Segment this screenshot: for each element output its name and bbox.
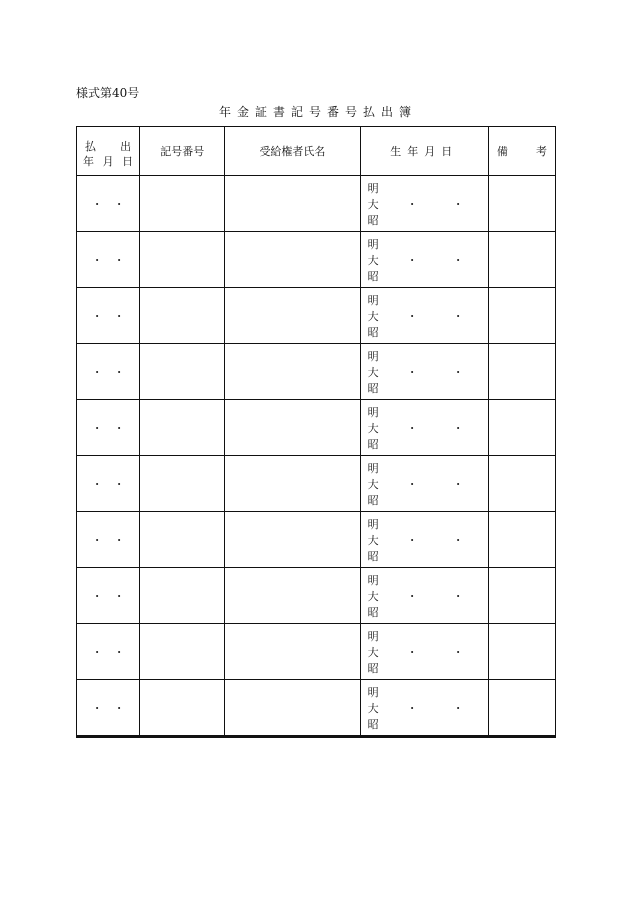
birth-separator-dot: ・ <box>406 254 418 267</box>
header-row <box>77 127 556 176</box>
recipient-name-cell[interactable] <box>225 288 360 344</box>
table-row <box>77 624 556 680</box>
header-code-number: 記号番号 <box>140 127 225 176</box>
era-taisho: 大 <box>367 646 379 659</box>
date-separator-dot: ・ <box>113 253 125 267</box>
table-row <box>77 568 556 624</box>
birth-separator-dot: ・ <box>452 702 464 715</box>
birth-date-cell[interactable] <box>360 232 488 288</box>
birth-date-cell[interactable] <box>360 512 488 568</box>
header-year-label: 年 <box>83 154 94 168</box>
date-separator-dot: ・ <box>91 253 103 267</box>
era-meiji: 明 <box>367 182 379 195</box>
table-row <box>77 176 556 232</box>
table-row <box>77 288 556 344</box>
issue-date-cell[interactable] <box>77 344 140 400</box>
remarks-cell[interactable] <box>488 288 555 344</box>
date-separator-dot: ・ <box>91 309 103 323</box>
date-separator-dot: ・ <box>113 365 125 379</box>
era-showa: 昭 <box>367 438 379 451</box>
era-options <box>368 181 379 229</box>
era-options <box>368 517 379 565</box>
date-separator-dot: ・ <box>91 365 103 379</box>
issue-date-cell[interactable] <box>77 568 140 624</box>
era-showa: 昭 <box>367 662 379 675</box>
code-number-cell[interactable] <box>140 680 225 737</box>
table-row <box>77 680 556 737</box>
header-recipient-name: 受給権者氏名 <box>225 127 360 176</box>
birth-date-cell[interactable] <box>360 568 488 624</box>
remarks-cell[interactable] <box>488 680 555 737</box>
table-row <box>77 232 556 288</box>
date-separator-dot: ・ <box>113 309 125 323</box>
era-showa: 昭 <box>367 326 379 339</box>
code-number-cell[interactable] <box>140 624 225 680</box>
era-options <box>368 237 379 285</box>
era-taisho: 大 <box>367 590 379 603</box>
recipient-name-cell[interactable] <box>225 624 360 680</box>
recipient-name-cell[interactable] <box>225 568 360 624</box>
date-separator-dot: ・ <box>91 589 103 603</box>
era-meiji: 明 <box>367 294 379 307</box>
code-number-cell[interactable] <box>140 232 225 288</box>
issue-date-cell[interactable] <box>77 512 140 568</box>
era-taisho: 大 <box>367 198 379 211</box>
header-remarks <box>488 127 555 176</box>
remarks-cell[interactable] <box>488 344 555 400</box>
era-meiji: 明 <box>367 686 379 699</box>
issue-date-cell[interactable] <box>77 232 140 288</box>
era-showa: 昭 <box>367 382 379 395</box>
era-showa: 昭 <box>367 550 379 563</box>
table-row <box>77 456 556 512</box>
birth-separator-dot: ・ <box>452 534 464 547</box>
era-options <box>368 349 379 397</box>
code-number-cell[interactable] <box>140 288 225 344</box>
recipient-name-cell[interactable] <box>225 176 360 232</box>
era-taisho: 大 <box>367 422 379 435</box>
birth-separator-dot: ・ <box>406 478 418 491</box>
era-showa: 昭 <box>367 214 379 227</box>
birth-date-cell[interactable] <box>360 176 488 232</box>
form-number: 様式第40号 <box>76 86 140 100</box>
issue-date-cell[interactable] <box>77 400 140 456</box>
era-showa: 昭 <box>367 606 379 619</box>
recipient-name-cell[interactable] <box>225 680 360 737</box>
issue-date-cell[interactable] <box>77 288 140 344</box>
table-row <box>77 344 556 400</box>
recipient-name-cell[interactable] <box>225 400 360 456</box>
date-separator-dot: ・ <box>113 701 125 715</box>
ledger-body <box>77 176 556 737</box>
era-taisho: 大 <box>367 254 379 267</box>
code-number-cell[interactable] <box>140 512 225 568</box>
date-separator-dot: ・ <box>91 701 103 715</box>
era-taisho: 大 <box>367 534 379 547</box>
remarks-cell[interactable] <box>488 624 555 680</box>
era-taisho: 大 <box>367 478 379 491</box>
document-title: 年金証書記号番号払出簿 <box>218 105 417 119</box>
remarks-cell[interactable] <box>488 512 555 568</box>
date-separator-dot: ・ <box>91 477 103 491</box>
header-birth-date: 生年月日 <box>360 127 488 176</box>
recipient-name-cell[interactable] <box>225 344 360 400</box>
date-separator-dot: ・ <box>113 421 125 435</box>
birth-date-cell[interactable] <box>360 624 488 680</box>
recipient-name-cell[interactable] <box>225 232 360 288</box>
birth-separator-dot: ・ <box>452 366 464 379</box>
issue-date-cell[interactable] <box>77 456 140 512</box>
era-taisho: 大 <box>367 366 379 379</box>
remarks-cell[interactable] <box>488 232 555 288</box>
era-options <box>368 461 379 509</box>
date-separator-dot: ・ <box>91 533 103 547</box>
header-month-label: 月 <box>102 154 114 168</box>
era-meiji: 明 <box>367 406 379 419</box>
birth-separator-dot: ・ <box>452 590 464 603</box>
remarks-cell[interactable] <box>488 568 555 624</box>
table-row <box>77 400 556 456</box>
birth-date-cell[interactable] <box>360 400 488 456</box>
recipient-name-cell[interactable] <box>225 456 360 512</box>
era-meiji: 明 <box>367 462 379 475</box>
ledger-table <box>76 126 556 738</box>
header-issue-date-label-1: 払 <box>85 139 96 153</box>
code-number-cell[interactable] <box>140 400 225 456</box>
table-row <box>77 512 556 568</box>
era-meiji: 明 <box>367 350 379 363</box>
birth-separator-dot: ・ <box>452 422 464 435</box>
era-options <box>368 685 379 733</box>
era-showa: 昭 <box>367 494 379 507</box>
recipient-name-cell[interactable] <box>225 512 360 568</box>
remarks-cell[interactable] <box>488 456 555 512</box>
code-number-cell[interactable] <box>140 344 225 400</box>
header-issue-date-label-2: 出 <box>120 139 132 153</box>
date-separator-dot: ・ <box>91 645 103 659</box>
date-separator-dot: ・ <box>113 533 125 547</box>
birth-separator-dot: ・ <box>406 422 418 435</box>
era-meiji: 明 <box>367 238 379 251</box>
date-separator-dot: ・ <box>113 589 125 603</box>
birth-date-cell[interactable] <box>360 456 488 512</box>
era-showa: 昭 <box>367 270 379 283</box>
remarks-cell[interactable] <box>488 176 555 232</box>
code-number-cell[interactable] <box>140 176 225 232</box>
date-separator-dot: ・ <box>113 645 125 659</box>
era-showa: 昭 <box>367 718 379 731</box>
date-separator-dot: ・ <box>113 197 125 211</box>
birth-date-cell[interactable] <box>360 680 488 737</box>
birth-separator-dot: ・ <box>406 702 418 715</box>
remarks-cell[interactable] <box>488 400 555 456</box>
birth-separator-dot: ・ <box>406 198 418 211</box>
era-taisho: 大 <box>367 702 379 715</box>
birth-separator-dot: ・ <box>452 646 464 659</box>
date-separator-dot: ・ <box>91 421 103 435</box>
birth-separator-dot: ・ <box>406 310 418 323</box>
birth-separator-dot: ・ <box>452 198 464 211</box>
birth-separator-dot: ・ <box>452 254 464 267</box>
era-meiji: 明 <box>367 574 379 587</box>
code-number-cell[interactable] <box>140 568 225 624</box>
era-options <box>368 293 379 341</box>
birth-separator-dot: ・ <box>406 590 418 603</box>
birth-date-cell[interactable] <box>360 344 488 400</box>
birth-separator-dot: ・ <box>452 478 464 491</box>
header-issue-date <box>77 127 140 176</box>
birth-separator-dot: ・ <box>406 646 418 659</box>
era-options <box>368 629 379 677</box>
birth-separator-dot: ・ <box>406 534 418 547</box>
era-options <box>368 573 379 621</box>
era-meiji: 明 <box>367 518 379 531</box>
birth-separator-dot: ・ <box>452 310 464 323</box>
header-remarks-label-1: 備 <box>496 145 508 158</box>
issue-date-cell[interactable] <box>77 176 140 232</box>
date-separator-dot: ・ <box>113 477 125 491</box>
header-remarks-label-2: 考 <box>536 145 547 158</box>
issue-date-cell[interactable] <box>77 680 140 737</box>
era-options <box>368 405 379 453</box>
date-separator-dot: ・ <box>91 197 103 211</box>
issue-date-cell[interactable] <box>77 624 140 680</box>
birth-date-cell[interactable] <box>360 288 488 344</box>
era-meiji: 明 <box>367 630 379 643</box>
birth-separator-dot: ・ <box>406 366 418 379</box>
era-taisho: 大 <box>367 310 379 323</box>
code-number-cell[interactable] <box>140 456 225 512</box>
header-day-label: 日 <box>122 154 134 168</box>
